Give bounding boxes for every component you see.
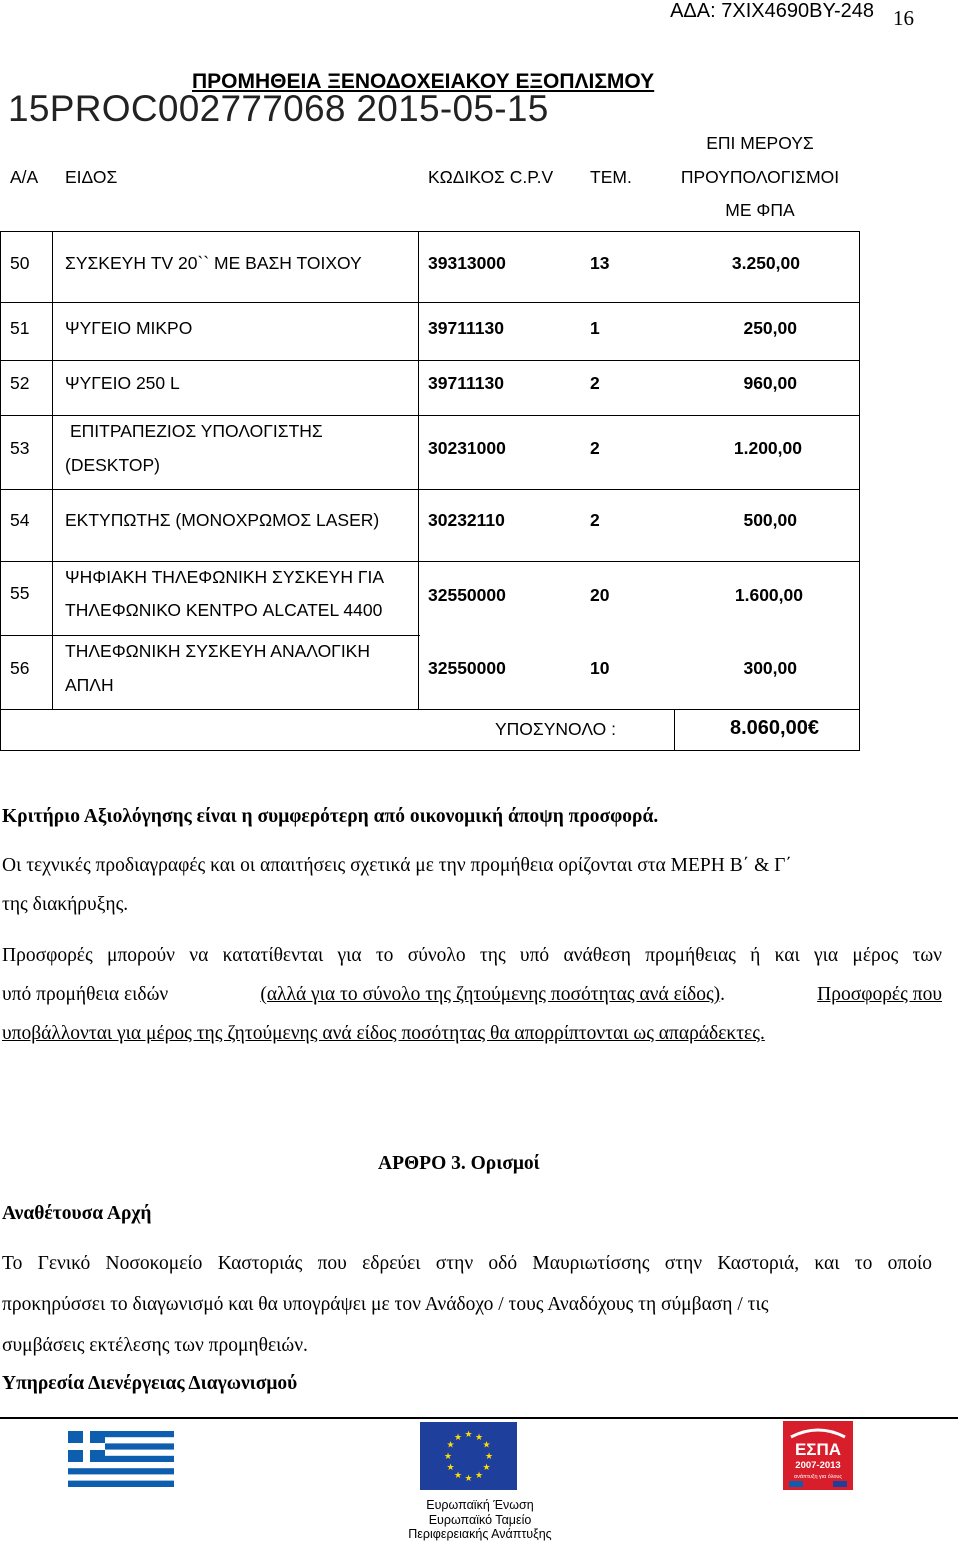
- row-54-aa: 54: [10, 510, 30, 530]
- row-52-item: ΨΥΓΕΙΟ 250 L: [65, 373, 180, 393]
- eu-caption-line2: Ευρωπαϊκό Ταμείο: [428, 1513, 532, 1527]
- row-56-item: ΤΗΛΕΦΩΝΙΚΗ ΣΥΣΚΕΥΗ ΑΝΑΛΟΓΙΚΗ: [65, 641, 370, 661]
- service-title: Υπηρεσία Διενέργειας Διαγωνισμού: [2, 1373, 298, 1394]
- row-53-aa: 53: [10, 438, 30, 458]
- offers-line-2-start: υπό προμήθεια ειδών: [2, 984, 169, 1005]
- espa-years: 2007-2013: [795, 1460, 841, 1471]
- procurement-table: [0, 0, 960, 760]
- document-title: ΠΡΟΜΗΘΕΙΑ ΞΕΝΟΔΟΧΕΙΑΚΟΥ ΕΞΟΠΛΙΣΜΟΥ: [192, 70, 655, 93]
- row-56-cpv: 32550000: [428, 658, 506, 678]
- row-52-aa: 52: [10, 373, 30, 393]
- row-50-qty: 13: [590, 253, 610, 273]
- row-56-qty: 10: [590, 658, 610, 678]
- row-55-aa: 55: [10, 583, 30, 603]
- row-50-amount: 3.250,00: [731, 253, 800, 273]
- row-51-amount: 250,00: [743, 318, 797, 338]
- svg-text:★: ★: [446, 1463, 455, 1473]
- specs-line-2: της διακήρυξης.: [2, 894, 129, 915]
- reference-code: 15PROC002777068 2015-05-15: [8, 88, 549, 129]
- svg-text:★: ★: [464, 1474, 473, 1484]
- espa-logo-icon: [783, 1421, 853, 1490]
- row-52-cpv: 39711130: [428, 373, 504, 393]
- svg-text:★: ★: [446, 1440, 455, 1451]
- row-50-item: ΣΥΣΚΕΥΗ TV 20`` ΜΕ ΒΑΣΗ ΤΟΙΧΟΥ: [65, 253, 362, 273]
- espa-logo-text: ΕΣΠΑ: [794, 1440, 842, 1459]
- eu-caption-line3: Περιφερειακής Ανάπτυξης: [408, 1527, 552, 1541]
- header-cpv: ΚΩΔΙΚΟΣ C.P.V: [428, 167, 554, 187]
- svg-text:★: ★: [443, 1452, 453, 1462]
- row-55-amount: 1.600,00: [734, 585, 803, 605]
- svg-text:★: ★: [474, 1471, 484, 1481]
- row-55-item-line2: ΤΗΛΕΦΩΝΙΚΟ ΚΕΝΤΡΟ ALCATEL 4400: [65, 600, 383, 620]
- specs-line-1: Οι τεχνικές προδιαγραφές και οι απαιτήσεις σχετικά με την προμήθεια ορίζονται στα ΜΕΡΗ Β΄ & Γ΄: [2, 855, 792, 876]
- svg-text:★: ★: [474, 1433, 484, 1443]
- row-51-aa: 51: [10, 318, 30, 338]
- offers-line-2-period: .: [720, 984, 726, 1005]
- row-53-item-line2: (DESKTOP): [65, 455, 160, 475]
- row-52-qty: 2: [590, 373, 600, 393]
- offers-line-2-paren: [260, 975, 725, 1014]
- offers-line-2-underlined: (αλλά για το σύνολο της ζητούμενης ποσότητας ανά είδος): [260, 984, 721, 1005]
- offers-line-2: [2, 975, 942, 1014]
- row-55-item: ΨΗΦΙΑΚΗ ΤΗΛΕΦΩΝΙΚΗ ΣΥΣΚΕΥΗ ΓΙΑ: [65, 567, 385, 587]
- row-51-item: ΨΥΓΕΙΟ ΜΙΚΡΟ: [65, 318, 193, 338]
- espa-subtitle: ανάπτυξη για όλους: [793, 1474, 843, 1480]
- header-budget-line1: ΕΠΙ ΜΕΡΟΥΣ: [706, 133, 814, 153]
- offers-line-2-end: Προσφορές που: [817, 984, 942, 1005]
- eu-caption-line1: Ευρωπαϊκή Ένωση: [426, 1498, 534, 1512]
- svg-text:★: ★: [453, 1433, 463, 1443]
- ada-code: ΑΔΑ: 7ΧΙΧ4690ΒΥ-248: [670, 0, 874, 22]
- offers-line-3: υποβάλλονται για μέρος της ζητούμενης ανά είδος ποσότητας θα απορρίπτονται ως απαράδεκτες.: [2, 1023, 765, 1044]
- row-51-cpv: 39711130: [428, 318, 504, 338]
- row-55-qty: 20: [590, 585, 610, 605]
- offers-line-1: Προσφορές μπορούν να κατατίθενται για το σύνολο της υπό ανάθεση προμήθειας ή και για μέρος των: [2, 945, 942, 966]
- authority-line-3: συμβάσεις εκτέλεσης των προμηθειών.: [2, 1335, 308, 1356]
- row-53-qty: 2: [590, 438, 600, 458]
- row-55-cpv: 32550000: [428, 585, 506, 605]
- row-53-cpv: 30231000: [428, 438, 506, 458]
- header-qty: ΤΕΜ.: [590, 167, 632, 187]
- article-title: ΑΡΘΡΟ 3. Ορισμοί: [378, 1153, 540, 1174]
- svg-text:★: ★: [482, 1463, 491, 1473]
- authority-line-2: προκηρύσσει το διαγωνισμό και θα υπογράψει με τον Ανάδοχο / τους Αναδόχους τη σύμβαση / τις: [2, 1294, 769, 1315]
- subtotal-label: ΥΠΟΣΥΝΟΛΟ :: [495, 719, 617, 739]
- row-53-amount: 1.200,00: [733, 438, 802, 458]
- authority-title: Αναθέτουσα Αρχή: [2, 1203, 152, 1224]
- svg-text:★: ★: [453, 1471, 463, 1481]
- row-51-qty: 1: [590, 318, 600, 338]
- svg-text:★: ★: [482, 1440, 491, 1451]
- svg-text:★: ★: [464, 1430, 473, 1440]
- subtotal-value: 8.060,00€: [730, 717, 819, 739]
- svg-text:★: ★: [484, 1452, 494, 1462]
- evaluation-criterion: Κριτήριο Αξιολόγησης είναι η συμφερότερη από οικονομική άποψη προσφορά.: [2, 806, 659, 827]
- row-56-aa: 56: [10, 658, 30, 678]
- row-50-aa: 50: [10, 253, 30, 273]
- row-54-cpv: 30232110: [428, 510, 505, 530]
- header-item: ΕΙΔΟΣ: [65, 167, 118, 187]
- greek-flag-icon: [68, 1431, 174, 1487]
- row-54-item: ΕΚΤΥΠΩΤΗΣ (ΜΟΝΟΧΡΩΜΟΣ LASER): [65, 510, 380, 530]
- page-number: 16: [893, 6, 914, 30]
- header-budget-line3: ΜΕ ΦΠΑ: [725, 200, 795, 220]
- eu-flag-icon: [420, 1422, 517, 1490]
- row-56-item-line2: ΑΠΛΗ: [65, 675, 114, 695]
- header-aa: Α/Α: [10, 167, 39, 187]
- footer-divider: [0, 1417, 958, 1419]
- row-52-amount: 960,00: [743, 373, 797, 393]
- authority-line-1: Το Γενικό Νοσοκομείο Καστοριάς που εδρεύει στην οδό Μαυριωτίσσης στην Καστοριά, και το οποίο: [2, 1253, 932, 1274]
- row-50-cpv: 39313000: [428, 253, 506, 273]
- row-54-amount: 500,00: [743, 510, 797, 530]
- row-53-item: ΕΠΙΤΡΑΠΕΖΙΟΣ ΥΠΟΛΟΓΙΣΤΗΣ: [70, 421, 323, 441]
- row-54-qty: 2: [590, 510, 600, 530]
- header-budget-line2: ΠΡΟΥΠΟΛΟΓΙΣΜΟΙ: [680, 167, 840, 187]
- row-56-amount: 300,00: [743, 658, 797, 678]
